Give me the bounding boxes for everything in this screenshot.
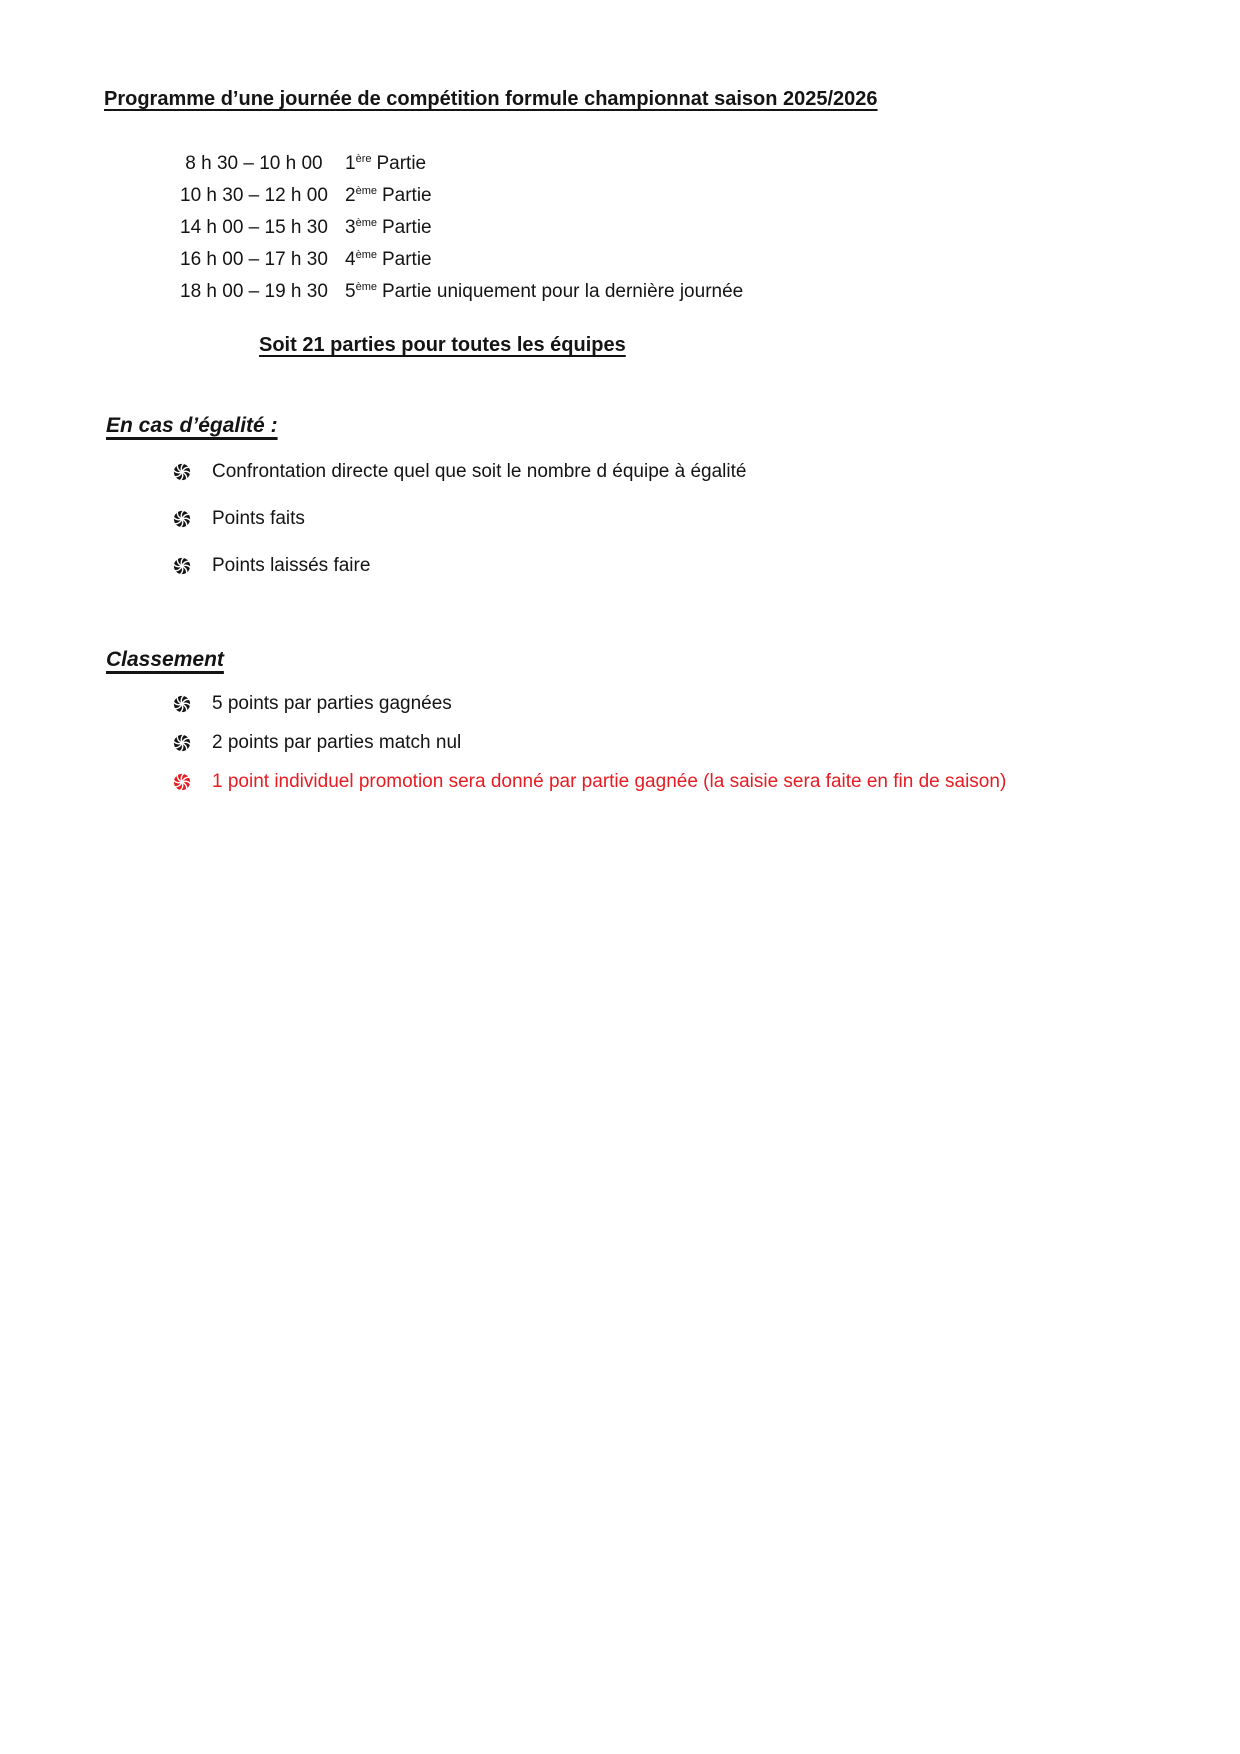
list-item <box>173 731 1006 755</box>
part-number: 1 <box>345 153 356 174</box>
schedule-row <box>180 180 743 212</box>
tie-break-item-text: Confrontation directe quel que soit le nombre d équipe à égalité <box>212 461 747 482</box>
part-label: Partie <box>381 185 432 206</box>
part-ordinal-suffix: ème <box>355 185 377 197</box>
schedule-row <box>180 276 743 308</box>
ranking-item-text: 1 point individuel promotion sera donné par partie gagnée (la saisie sera faite en fin de saison) <box>212 771 1007 792</box>
part-ordinal-suffix: ème <box>355 281 377 293</box>
part-number: 4 <box>345 249 356 270</box>
schedule-time: 18 h 00 – 19 h 30 <box>180 281 328 302</box>
swirl-ball-bullet-icon <box>173 510 191 528</box>
part-number: 2 <box>345 185 356 206</box>
schedule-time: 8 h 30 – 10 h 00 <box>180 153 323 174</box>
schedule-part <box>345 148 426 180</box>
schedule-part <box>345 180 432 212</box>
tie-break-list <box>173 460 746 601</box>
document-title: Programme d’une journée de compétition formule championnat saison 2025/2026 <box>104 88 878 110</box>
part-label: Partie uniquement pour la dernière journée <box>381 281 744 302</box>
schedule-part <box>345 244 432 276</box>
schedule-part <box>345 212 432 244</box>
part-number: 5 <box>345 281 356 302</box>
schedule-row <box>180 212 743 244</box>
schedule-row <box>180 148 743 180</box>
part-number: 3 <box>345 217 356 238</box>
swirl-ball-bullet-icon <box>173 734 191 752</box>
summary-line: Soit 21 parties pour toutes les équipes <box>259 334 626 356</box>
tie-break-item-text: Points laissés faire <box>212 555 371 576</box>
tie-break-heading: En cas d’égalité : <box>106 414 278 437</box>
part-ordinal-suffix: ème <box>355 217 377 229</box>
ranking-heading: Classement <box>106 648 224 671</box>
list-item <box>173 770 1006 794</box>
swirl-ball-bullet-icon <box>173 695 191 713</box>
schedule-part <box>345 276 743 308</box>
schedule-row <box>180 244 743 276</box>
part-label: Partie <box>376 153 427 174</box>
swirl-ball-bullet-icon <box>173 463 191 481</box>
part-label: Partie <box>381 217 432 238</box>
swirl-ball-bullet-icon <box>173 557 191 575</box>
ranking-item-text: 2 points par parties match nul <box>212 732 462 753</box>
schedule-list <box>180 148 743 308</box>
part-label: Partie <box>381 249 432 270</box>
list-item <box>173 554 746 578</box>
list-item <box>173 507 746 531</box>
part-ordinal-suffix: ère <box>355 153 372 165</box>
tie-break-item-text: Points faits <box>212 508 305 529</box>
list-item <box>173 460 746 484</box>
schedule-time: 14 h 00 – 15 h 30 <box>180 217 328 238</box>
ranking-list <box>173 692 1006 809</box>
list-item <box>173 692 1006 716</box>
ranking-item-text: 5 points par parties gagnées <box>212 693 452 714</box>
schedule-time: 10 h 30 – 12 h 00 <box>180 185 328 206</box>
schedule-time: 16 h 00 – 17 h 30 <box>180 249 328 270</box>
part-ordinal-suffix: ème <box>355 249 377 261</box>
swirl-ball-bullet-icon <box>173 773 191 791</box>
